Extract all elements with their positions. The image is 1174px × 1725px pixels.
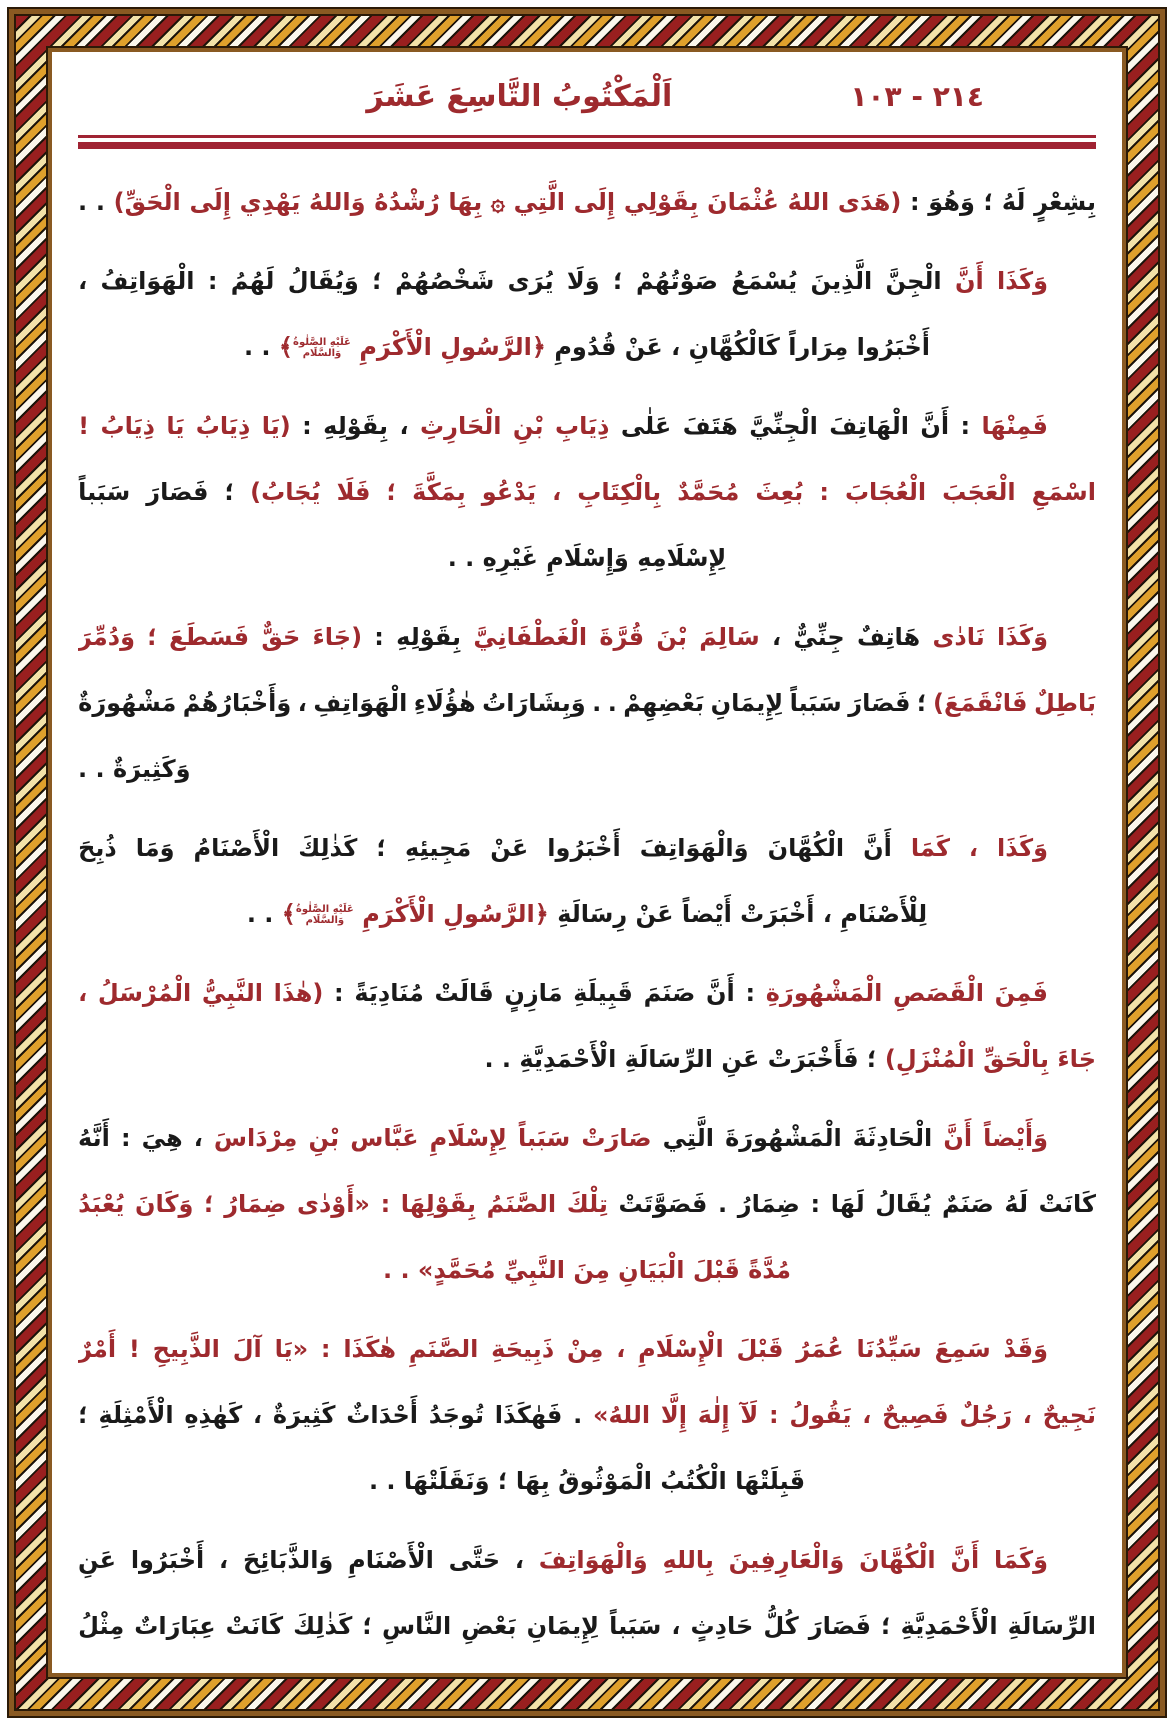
- text-line: كَانَتْ لَهُ صَنَمٌ يُقَالُ لَهَا : ضِمَارُ . فَصَوَّتَتْ تِلْكَ الصَّنَمُ بِقَوْلِهَا : «أَوْدٰى ضِمَارُ ؛ وَكَانَ يُعْبَدُ: [78, 1190, 1096, 1218]
- text-line: مُدَّةً قَبْلَ الْبَيَانِ مِنَ النَّبِيِّ مُحَمَّدٍ» . .: [382, 1256, 792, 1284]
- text-line: وَكَثِيرَةٌ . .: [78, 755, 191, 783]
- divider-thick-rule: [78, 142, 1096, 149]
- text-line: جَاءَ بِالْحَقِّ الْمُنْزَلِ) ؛ فَأَخْبَرَتْ عَنِ الرِّسَالَةِ الْأَحْمَدِيَّةِ . .: [484, 1045, 1096, 1073]
- page-header: [78, 68, 1096, 126]
- text-line: اسْمَعِ الْعَجَبَ الْعُجَابَ : بُعِثَ مُحَمَّدٌ بِالْكِتَابِ ، يَدْعُو بِمَكَّةَ ؛ فَلَا يُجَابُ) ؛ فَصَارَ سَبَباً: [78, 478, 1096, 506]
- body-lines: [78, 169, 1096, 1659]
- decorative-chain-border: [14, 14, 1160, 1711]
- text-line: بَاطِلٌ فَانْقَمَعَ) ؛ فَصَارَ سَبَباً لِإِيمَانِ بَعْضِهِمْ . . وَبِشَارَاتُ هٰؤُلَاءِ الْهَوَاتِفِ ، وَأَخْبَارُهُمْ مَشْهُورَةٌ: [78, 689, 1096, 717]
- page-title: اَلْمَكْتُوبُ التَّاسِعَ عَشَرَ: [366, 79, 673, 114]
- decorative-border-outer: [7, 7, 1167, 1718]
- text-line: فَمِنْهَا : أَنَّ الْهَاتِفَ الْجِنِّيَّ هَتَفَ عَلٰى ذِيَابِ بْنِ الْحَارِثِ ، بِقَوْلِهِ : (يَا ذِيَابُ يَا ذِيَابُ !: [78, 412, 1048, 440]
- text-line: نَجِيحٌ ، رَجُلٌ فَصِيحٌ ، يَقُولُ : لَآ إِلٰهَ إِلَّا اللهُ» . فَهٰكَذَا تُوجَدُ أَحْدَاثٌ كَثِيرَةٌ ، كَهٰذِهِ الْأَمْثِلَةِ ؛: [78, 1401, 1096, 1429]
- text-line: لِإِسْلَامِهِ وَإِسْلَامِ غَيْرِهِ . .: [447, 544, 727, 572]
- text-line: وَقَدْ سَمِعَ سَيِّدُنَا عُمَرُ قَبْلَ الْإِسْلَامِ ، مِنْ ذَبِيحَةِ الصَّنَمِ هٰكَذَا : «يَا آلَ الذَّبِيحِ ! أَمْرٌ: [78, 1335, 1048, 1363]
- page-content: [48, 48, 1126, 1677]
- decorative-border-inner: [46, 46, 1128, 1679]
- text-line: لِلْأَصْنَامِ ، أَخْبَرَتْ أَيْضاً عَنْ رِسَالَةِ ﴿الرَّسُولِ الْأَكْرَمِ عَلَيْهِ الصَّلٰوةُ وَالسَّلَام﴾ . .: [246, 900, 928, 928]
- text-line: قَبِلَتْهَا الْكُتُبُ الْمَوْثُوقُ بِهَا ؛ وَنَقَلَتْهَا . .: [368, 1467, 806, 1495]
- text-line: وَكَذَا نَادٰى هَاتِفٌ جِنِّيٌّ ، سَالِمَ بْنَ قُرَّةَ الْغَطْفَانِيَّ بِقَوْلِهِ : (جَاءَ حَقٌّ فَسَطَعَ ؛ وَدُمِّرَ: [78, 623, 1048, 651]
- text-line: فَمِنَ الْقَصَصِ الْمَشْهُورَةِ : أَنَّ صَنَمَ قَبِيلَةِ مَازِنٍ قَالَتْ مُنَادِيَةً : (هٰذَا النَّبِيُّ الْمُرْسَلُ ،: [78, 979, 1048, 1007]
- text-line: وَكَذَا ، كَمَا أَنَّ الْكُهَّانَ وَالْهَوَاتِفَ أَخْبَرُوا عَنْ مَجِيئِهِ ؛ كَذٰلِكَ الْأَصْنَامُ وَمَا ذُبِحَ: [78, 834, 1048, 862]
- text-line: الرِّسَالَةِ الْأَحْمَدِيَّةِ ؛ فَصَارَ كُلُّ حَادِثٍ ، سَبَباً لِإِيمَانِ بَعْضِ النَّاسِ ؛ كَذٰلِكَ كَانَتْ عِبَارَاتٌ مِثْلُ: [78, 1612, 1096, 1640]
- page-numbers: ٢١٤ - ١٠٣: [850, 80, 984, 113]
- text-line: وَكَذَا أَنَّ الْجِنَّ الَّذِينَ يُسْمَعُ صَوْتُهُمْ ؛ وَلَا يُرَى شَخْصُهُمْ ؛ وَيُقَالُ لَهُمُ : الْهَوَاتِفُ ،: [78, 267, 1048, 295]
- text-line: بِشِعْرٍ لَهُ ؛ وَهُوَ : (هَدَى اللهُ عُثْمَانَ بِقَوْلِي إِلَى الَّتِي ۞ بِهَا رُشْدُهُ وَاللهُ يَهْدِي إِلَى الْحَقِّ) . .: [78, 188, 1096, 216]
- header-divider: [78, 135, 1096, 149]
- text-line: وَكَمَا أَنَّ الْكُهَّانَ وَالْعَارِفِينَ بِاللهِ وَالْهَوَاتِفَ ، حَتَّى الْأَصْنَامِ وَالذَّبَائِحَ ، أَخْبَرُوا عَنِ: [78, 1546, 1048, 1574]
- salawat-stamp-icon: عَلَيْهِ الصَّلٰوةُ وَالسَّلَام: [295, 904, 354, 926]
- text-line: وَأَيْضاً أَنَّ الْحَادِثَةَ الْمَشْهُورَةَ الَّتِي صَارَتْ سَبَباً لِإِسْلَامِ عَبَّاس بْنِ مِرْدَاسَ ، هِيَ : أَنَّهُ: [78, 1124, 1048, 1152]
- text-line: أَخْبَرُوا مِرَاراً كَالْكُهَّانِ ، عَنْ قُدُومِ ﴿الرَّسُولِ الْأَكْرَمِ عَلَيْهِ الصَّلٰوةُ وَالسَّلَام﴾ . .: [243, 333, 931, 361]
- salawat-stamp-icon: عَلَيْهِ الصَّلٰوةُ وَالسَّلَام: [293, 337, 351, 359]
